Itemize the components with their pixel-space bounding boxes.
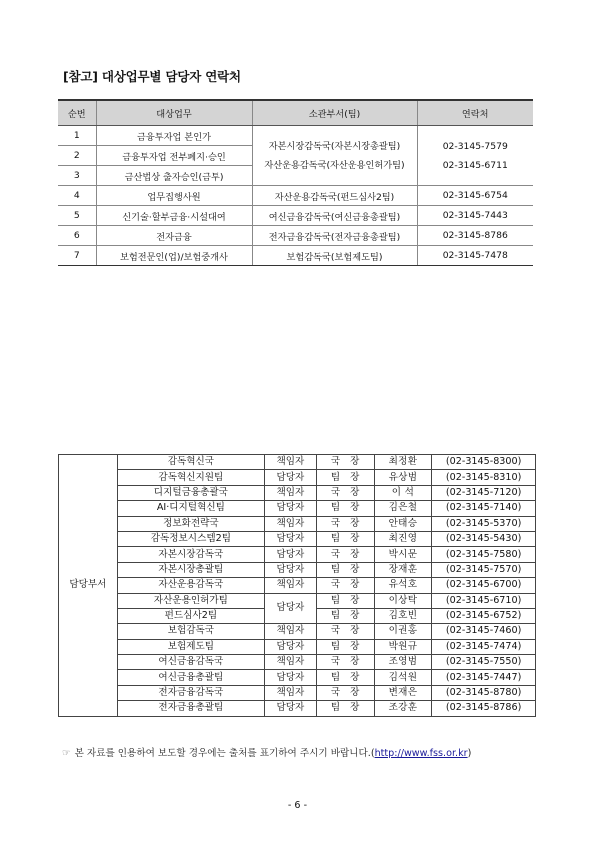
category-cell: 담당부서 [59,455,118,717]
row-task: 금융투자업 전부폐지·승인 [96,146,252,166]
row-task: 금산법상 출자승인(금투) [96,166,252,186]
table-row [59,455,536,470]
role: 담당자 [264,470,316,485]
row-dept: 자산운용감독국(펀드심사2팀) [252,186,417,206]
phone: (02-3145-7570) [432,562,536,577]
table-row [59,685,536,700]
footnote-close: ) [467,748,472,759]
role: 담당자 [264,531,316,546]
role: 책임자 [264,516,316,531]
dept-name: 여신금융총괄팀 [117,670,264,685]
dept-name: 디지털금융총괄국 [117,485,264,500]
dept-name: 펀드심사2팀 [117,608,264,623]
person-name: 이상탁 [374,593,432,608]
dept-name: 자본시장감독국 [117,547,264,562]
header-dept: 소관부서(팀) [252,100,417,126]
phone: (02-3145-8780) [432,685,536,700]
phone: (02-3145-7140) [432,501,536,516]
person-name: 안태승 [374,516,432,531]
position: 팀장 [316,608,374,623]
position: 국장 [316,685,374,700]
phone: (02-3145-8300) [432,455,536,470]
dept-name: 여신금융감독국 [117,655,264,670]
footnote-text: 본 자료를 인용하여 보도할 경우에는 출처를 표기하여 주시기 바랍니다.( [74,748,375,759]
table-row [59,578,536,593]
person-name: 최정환 [374,455,432,470]
role: 담당자 [264,547,316,562]
dept-name: 정보화전략국 [117,516,264,531]
merged-phone-line: 02-3145-6711 [442,159,508,171]
role: 담당자 [264,701,316,716]
phone: (02-3145-7550) [432,655,536,670]
dept-name: 감독혁신국 [117,455,264,470]
phone: (02-3145-6752) [432,608,536,623]
role: 책임자 [264,485,316,500]
phone: (02-3145-6710) [432,593,536,608]
phone: (02-3145-8310) [432,470,536,485]
row-phone: 02-3145-8786 [417,226,533,246]
page-number: - 6 - [287,800,308,811]
person-name: 김석원 [374,670,432,685]
person-name: 이 석 [374,485,432,500]
phone: (02-3145-8786) [432,701,536,716]
row-task: 보험전문인(업)/보험중개사 [96,246,252,266]
table-row [59,624,536,639]
table-row [59,562,536,577]
dept-name: 자산운용인허가팀 [117,593,264,608]
department-contact-table [58,454,536,717]
dept-name: 감독정보시스템2팀 [117,531,264,546]
person-name: 유석호 [374,578,432,593]
role: 담당자 [264,562,316,577]
position: 국장 [316,516,374,531]
table-row [59,485,536,500]
row-phone: 02-3145-6754 [417,186,533,206]
merged-phone-cell [417,126,533,186]
dept-name: 전자금융총괄팀 [117,701,264,716]
phone: (02-3145-7447) [432,670,536,685]
table-row [59,655,536,670]
header-no: 순번 [58,100,96,126]
person-name: 최진영 [374,531,432,546]
table-row [59,470,536,485]
position: 팀장 [316,670,374,685]
row-phone: 02-3145-7443 [417,206,533,226]
person-name: 김호빈 [374,608,432,623]
table-row [58,226,533,246]
table-row [59,639,536,654]
dept-name: 감독혁신지원팀 [117,470,264,485]
position: 팀장 [316,531,374,546]
position: 팀장 [316,593,374,608]
row-no: 2 [58,146,96,166]
position: 국장 [316,578,374,593]
person-name: 조강훈 [374,701,432,716]
phone: (02-3145-7580) [432,547,536,562]
merged-dept-cell [252,126,417,186]
table-row [58,206,533,226]
position: 국장 [316,655,374,670]
role: 책임자 [264,685,316,700]
position: 팀장 [316,470,374,485]
phone: (02-3145-7120) [432,485,536,500]
footnote [62,745,471,759]
table-row [59,501,536,516]
person-name: 변재은 [374,685,432,700]
role: 담당자 [264,639,316,654]
person-name: 유상범 [374,470,432,485]
role: 책임자 [264,655,316,670]
merged-dept-line: 자본시장감독국(자본시장총괄팀) [268,140,401,152]
row-dept: 전자금융감독국(전자금융총괄팀) [252,226,417,246]
header-phone: 연락처 [417,100,533,126]
table-row [59,547,536,562]
row-no: 5 [58,206,96,226]
position: 팀장 [316,701,374,716]
table-row [59,593,536,608]
row-task: 전자금융 [96,226,252,246]
role: 담당자 [264,501,316,516]
phone: (02-3145-5430) [432,531,536,546]
row-no: 7 [58,246,96,266]
phone: (02-3145-5370) [432,516,536,531]
phone: (02-3145-6700) [432,578,536,593]
person-name: 김은철 [374,501,432,516]
row-no: 3 [58,166,96,186]
pointing-hand-icon: ☞ [62,748,71,759]
position: 국장 [316,547,374,562]
position: 팀장 [316,639,374,654]
row-task: 금융투자업 본인가 [96,126,252,146]
role: 담당자 [264,593,316,624]
person-name: 이권홍 [374,624,432,639]
row-no: 1 [58,126,96,146]
row-no: 4 [58,186,96,206]
dept-name: 보험제도팀 [117,639,264,654]
phone: (02-3145-7474) [432,639,536,654]
merged-dept-line: 자산운용감독국(자산운용인허가팀) [264,159,405,171]
dept-name: 전자금융감독국 [117,685,264,700]
table-header-row [58,100,533,126]
table-row [59,531,536,546]
person-name: 조영범 [374,655,432,670]
person-name: 박시문 [374,547,432,562]
table-row [58,186,533,206]
website-link[interactable]: http://www.fss.or.kr [374,748,468,759]
row-dept: 여신금융감독국(여신금융총괄팀) [252,206,417,226]
header-task: 대상업무 [96,100,252,126]
table-row [58,126,533,146]
phone: (02-3145-7460) [432,624,536,639]
merged-phone-line: 02-3145-7579 [442,140,508,152]
table-row [58,246,533,266]
table-row [59,701,536,716]
dept-name: AI·디지털혁신팀 [117,501,264,516]
position: 팀장 [316,562,374,577]
table-row [59,670,536,685]
row-phone: 02-3145-7478 [417,246,533,266]
row-task: 신기술·할부금융·시설대여 [96,206,252,226]
dept-name: 자본시장총괄팀 [117,562,264,577]
position: 팀장 [316,501,374,516]
dept-name: 자산운용감독국 [117,578,264,593]
row-dept: 보험감독국(보험제도팀) [252,246,417,266]
row-no: 6 [58,226,96,246]
role: 책임자 [264,455,316,470]
dept-name: 보험감독국 [117,624,264,639]
person-name: 박원규 [374,639,432,654]
reference-contact-table [58,99,533,266]
role: 책임자 [264,578,316,593]
row-task: 업무집행사원 [96,186,252,206]
role: 책임자 [264,624,316,639]
position: 국장 [316,485,374,500]
position: 국장 [316,624,374,639]
position: 국장 [316,455,374,470]
person-name: 장재훈 [374,562,432,577]
table-row [59,516,536,531]
section-title: [참고] 대상업무별 담당자 연락처 [63,69,241,84]
role: 담당자 [264,670,316,685]
